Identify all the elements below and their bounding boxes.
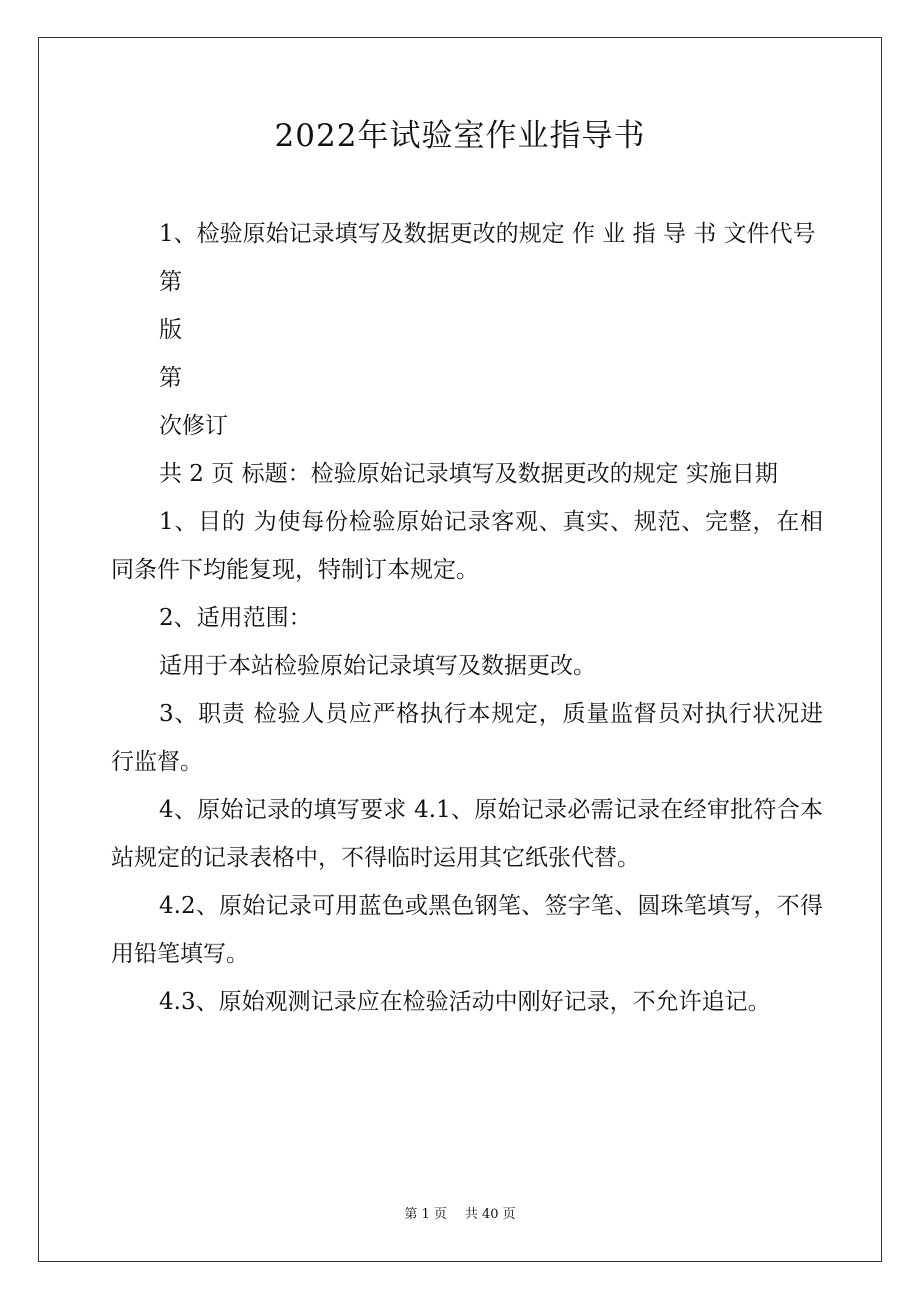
- paragraph-4: 第: [159, 365, 182, 391]
- paragraph-6: 共 2 页 标题：检验原始记录填写及数据更改的规定 实施日期: [159, 461, 778, 487]
- paragraph-7: 1、目的 为使每份检验原始记录客观、真实、规范、完整，在相同条件下均能复现，特制订本规定。: [111, 509, 823, 583]
- document-title: 2022年试验室作业指导书: [274, 118, 646, 154]
- paragraph-13: 4.3、原始观测记录应在检验活动中刚好记录，不允许追记。: [159, 989, 771, 1015]
- page-total: 共 40 页: [464, 1207, 516, 1222]
- paragraph-1: 1、检验原始记录填写及数据更改的规定 作 业 指 导 书 文件代号: [159, 221, 816, 247]
- paragraph-2: 第: [159, 269, 182, 295]
- document-body: [111, 210, 823, 1026]
- paragraph-5: 次修订: [159, 413, 228, 439]
- page-number: 第 1 页: [404, 1207, 447, 1222]
- paragraph-8: 2、适用范围：: [159, 605, 312, 631]
- paragraph-3: 版: [159, 317, 182, 343]
- paragraph-12: 4.2、原始记录可用蓝色或黑色钢笔、签字笔、圆珠笔填写，不得用铅笔填写。: [111, 893, 823, 967]
- paragraph-10: 3、职责 检验人员应严格执行本规定，质量监督员对执行状况进行监督。: [111, 701, 823, 775]
- paragraph-11: 4、原始记录的填写要求 4.1、原始记录必需记录在经审批符合本站规定的记录表格中，不得临时运用其它纸张代替。: [111, 797, 823, 871]
- paragraph-9: 适用于本站检验原始记录填写及数据更改。: [159, 653, 596, 679]
- page-footer: [0, 1207, 920, 1223]
